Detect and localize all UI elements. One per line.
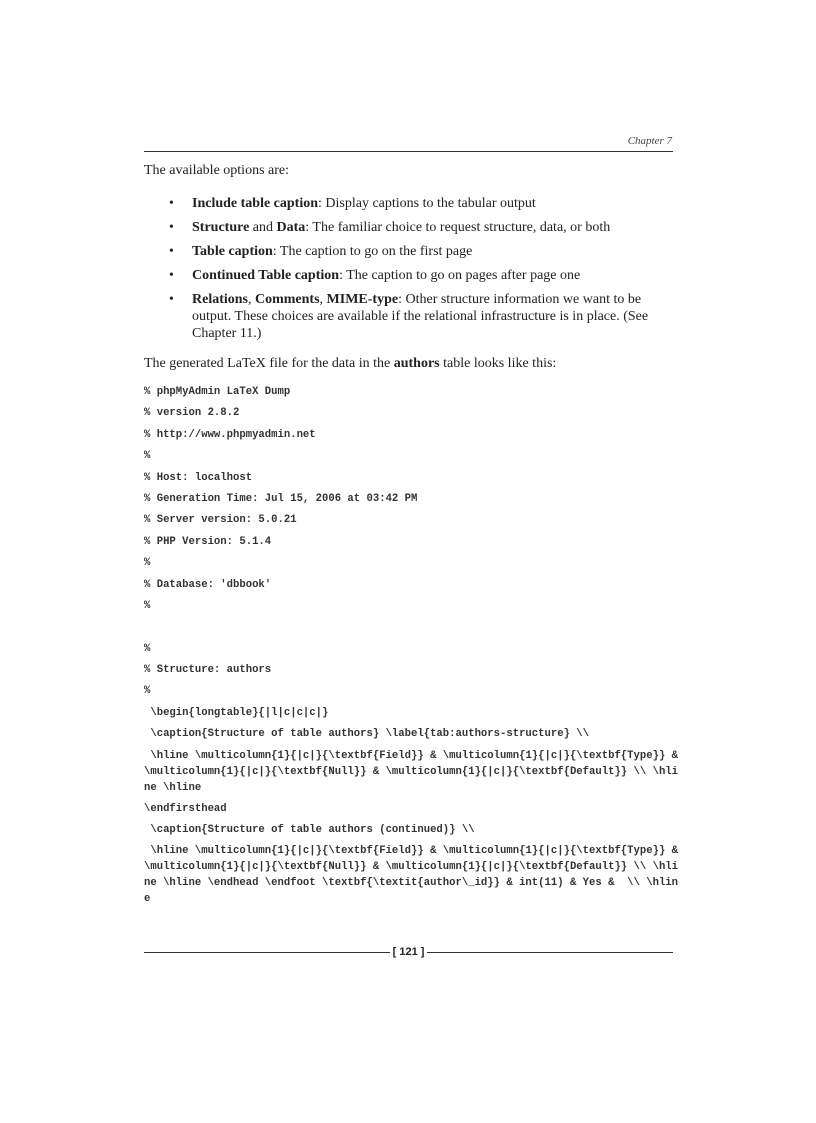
page-number: [ 121 ] (392, 946, 425, 958)
code-line: \caption{Structure of table authors} \label{tab:authors-structure} \\ (144, 728, 590, 741)
lead-bold: authors (393, 356, 440, 371)
code-line: % (144, 450, 151, 463)
code-line: \hline \multicolumn{1}{|c|}{\textbf{Field}} & \multicolumn{1}{|c|}{\textbf{Type}} & \multicolumn{1}{|c|}{\textbf{Null}} & \multicolumn{1}{|c|}{\textbf{Default}} \\ \hline \hline \endhead \endfoot \textbf{\textit{author\_id}} & int(11) & Yes & \\ \hline (144, 845, 685, 906)
code-line: % version 2.8.2 (144, 407, 240, 420)
latex-code-block (144, 384, 684, 912)
option-item (192, 219, 662, 236)
code-line: % Generation Time: Jul 15, 2006 at 03:42 PM (144, 492, 418, 505)
code-line (144, 619, 684, 640)
option-text: : Display captions to the tabular output (318, 196, 536, 211)
option-text: , (248, 292, 255, 307)
option-item (192, 291, 662, 342)
footer-rule-right (427, 952, 673, 953)
code-line: % Database: 'dbbook' (144, 578, 272, 591)
option-item (192, 267, 662, 284)
code-line: % Server version: 5.0.21 (144, 514, 297, 527)
option-item (192, 243, 662, 260)
footer-rule-left (144, 952, 390, 953)
option-term: Table caption (192, 244, 273, 259)
option-text: and (249, 220, 277, 235)
code-line: \caption{Structure of table authors (continued)} \\ (144, 824, 475, 837)
option-text: : The caption to go on pages after page one (339, 268, 581, 283)
header-rule (144, 151, 673, 152)
code-line: % (144, 642, 151, 655)
option-text: , (319, 292, 327, 307)
code-line: % PHP Version: 5.1.4 (144, 535, 272, 548)
page-footer (144, 944, 673, 960)
option-term: Relations (192, 292, 248, 307)
code-line: % (144, 685, 151, 698)
chapter-label: Chapter 7 (627, 135, 672, 147)
lead-text (144, 356, 556, 372)
options-list (192, 195, 662, 349)
lead-before: The generated LaTeX file for the data in the (144, 356, 394, 371)
option-text: : The familiar choice to request structure, data, or both (305, 220, 611, 235)
option-text: : Other structure information we want to be output. These choices are available if the relational infrastructure is in place. (See Chapter 11.) (192, 292, 649, 341)
intro-text: The available options are: (144, 163, 289, 178)
option-term: Continued Table caption (192, 268, 340, 283)
option-term: MIME-type (326, 292, 399, 307)
code-line: % phpMyAdmin LaTeX Dump (144, 386, 291, 398)
code-line: \hline \multicolumn{1}{|c|}{\textbf{Field}} & \multicolumn{1}{|c|}{\textbf{Type}} & \multicolumn{1}{|c|}{\textbf{Null}} & \multicolumn{1}{|c|}{\textbf{Default}} \\ \hline \hline (144, 749, 685, 794)
option-text: : The caption to go on the first page (272, 244, 473, 259)
option-term: Structure (192, 220, 250, 235)
option-term: Comments (255, 292, 320, 307)
option-item (192, 195, 662, 212)
code-line: \begin{longtable}{|l|c|c|c|} (144, 706, 329, 719)
code-line: % (144, 599, 151, 612)
code-line: % (144, 557, 151, 570)
option-term: Data (276, 220, 306, 235)
option-term: Include table caption (192, 196, 319, 211)
code-line: \endfirsthead (144, 802, 227, 815)
code-line: % Host: localhost (144, 471, 253, 484)
code-line: % Structure: authors (144, 664, 272, 677)
lead-after: table looks like this: (439, 356, 557, 371)
code-line: % http://www.phpmyadmin.net (144, 428, 316, 441)
